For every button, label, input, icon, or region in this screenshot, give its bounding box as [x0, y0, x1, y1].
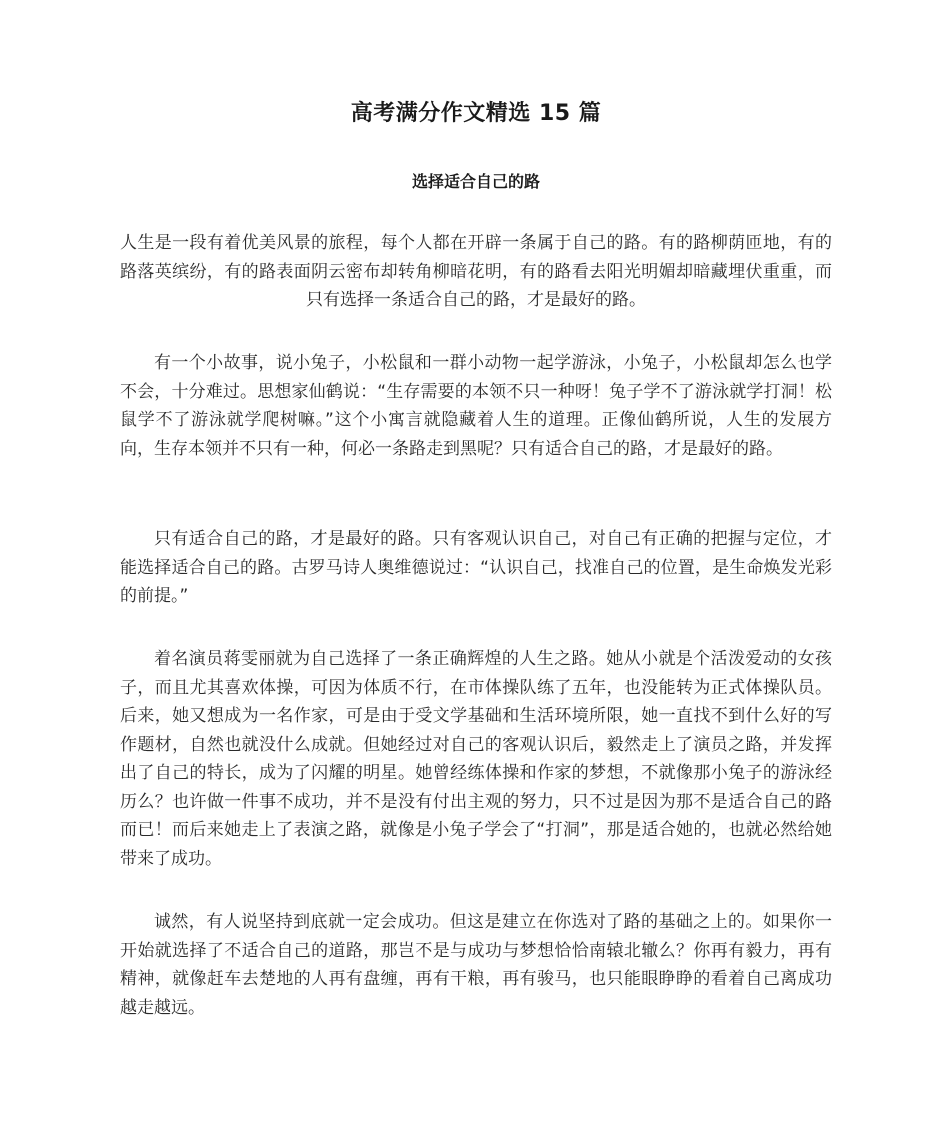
paragraph-intro: 人生是一段有着优美风景的旅程，每个人都在开辟一条属于自己的路。有的路柳荫匝地，有的路落英缤纷，有的路表面阴云密布却转角柳暗花明，有的路看去阳光明媚却暗藏埋伏重重，而只有选择一条适合自己的路，才是最好的路。: [120, 233, 832, 310]
paragraph-conclusion: 诚然，有人说坚持到底就一定会成功。但这是建立在你选对了路的基础之上的。如果你一开始就选择了不适合自己的道路，那岂不是与成功与梦想恰恰南辕北辙么？你再有毅力，再有精神，就像赶车去楚地的人再有盘缠，再有干粮，再有骏马，也只能眼睁睁的看着自己离成功越走越远。: [120, 912, 832, 1018]
paragraph-know-yourself: 只有适合自己的路，才是最好的路。只有客观认识自己，对自己有正确的把握与定位，才能选择适合自己的路。古罗马诗人奥维德说过：“认识自己，找准自己的位置，是生命焕发光彩的前提。”: [120, 529, 832, 606]
paragraph-story: 有一个小故事，说小兔子，小松鼠和一群小动物一起学游泳，小兔子，小松鼠却怎么也学不会，十分难过。思想家仙鹤说：“生存需要的本领不只一种呀！兔子学不了游泳就学打洞！松鼠学不了游泳就学爬树嘛。”这个小寓言就隐藏着人生的道理。正像仙鹤所说，人生的发展方向，生存本领并不只有一种，何必一条路走到黑呢？只有适合自己的路，才是最好的路。: [120, 353, 832, 459]
paragraph-example: 着名演员蒋雯丽就为自己选择了一条正确辉煌的人生之路。她从小就是个活泼爱动的女孩子，而且尤其喜欢体操，可因为体质不行，在市体操队练了五年，也没能转为正式体操队员。后来，她又想成为一名作家，可是由于受文学基础和生活环境所限，她一直找不到什么好的写作题材，自然也就没什么成就。但她经过对自己的客观认识后，毅然走上了演员之路，并发挥出了自己的特长，成为了闪耀的明星。她曾经练体操和作家的梦想，不就像那小兔子的游泳经历么？也许做一件事不成功，并不是没有付出主观的努力，只不过是因为那不是适合自己的路而已！而后来她走上了表演之路，就像是小兔子学会了“打洞”，那是适合她的，也就必然给她带来了成功。: [120, 649, 832, 869]
essay-title: 选择适合自己的路: [411, 172, 540, 191]
document-title: 高考满分作文精选 15 篇: [350, 101, 602, 126]
